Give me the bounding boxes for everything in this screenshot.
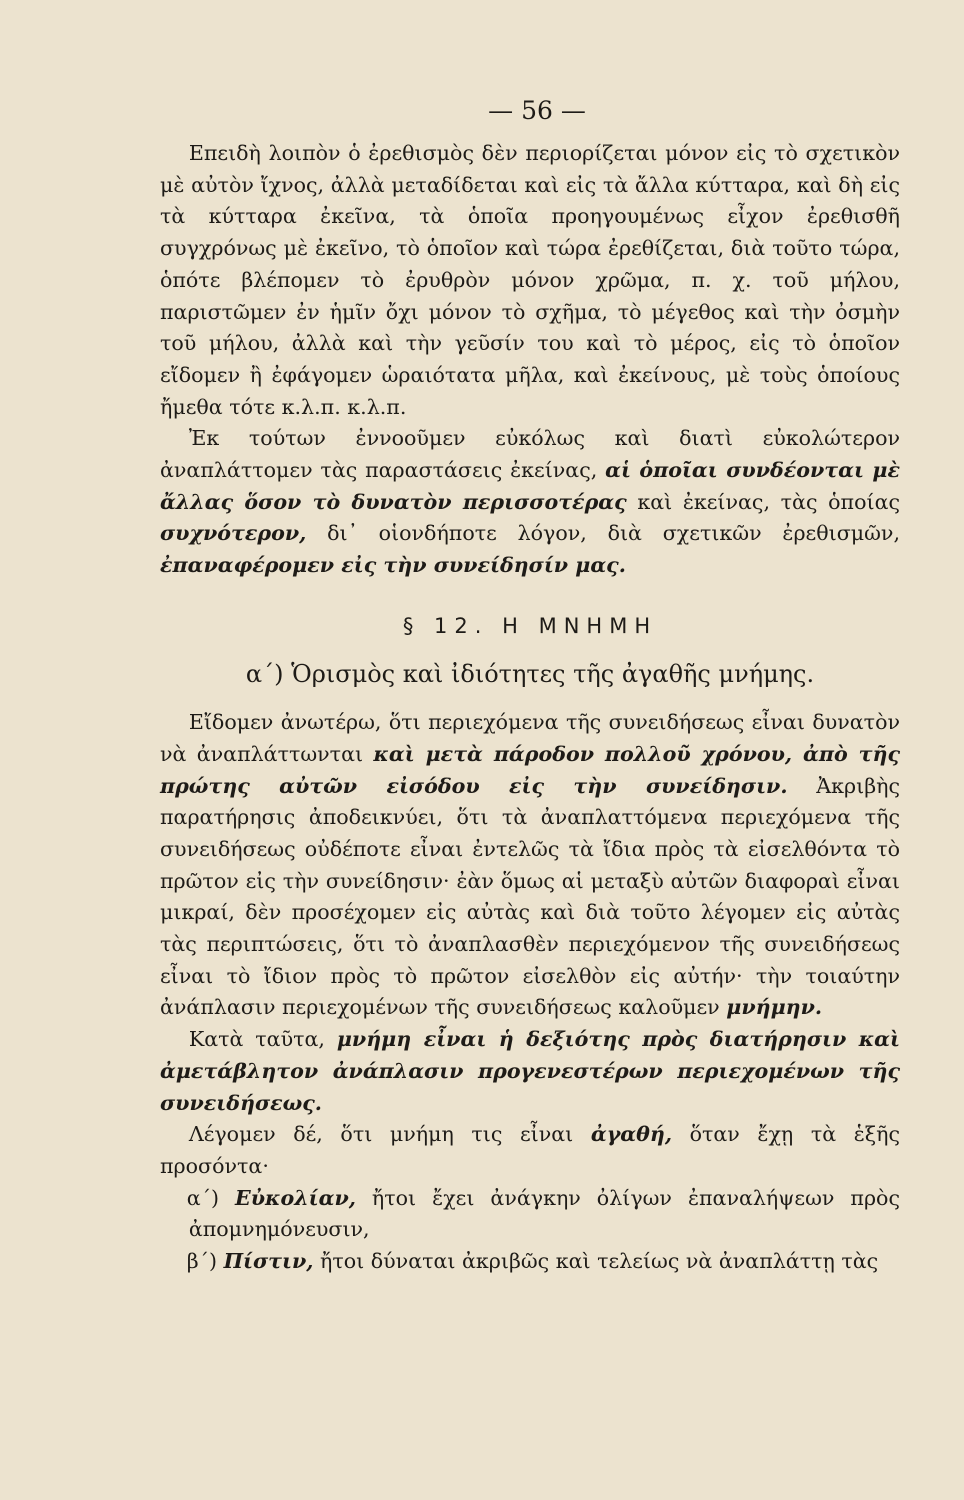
page-number: — 56 — (488, 96, 586, 125)
list-item-a (160, 1183, 900, 1246)
paragraph-1: Επειδὴ λοιπὸν ὁ ἐρεθισμὸς δὲν περιορίζεται μόνον εἰς τὸ σχετικὸν μὲ αὐτὸν ἴχνος, ἀλλὰ μεταδίδεται καὶ εἰς τὰ ἄλλα κύτταρα, καὶ δὴ εἰς τὰ κύτταρα ἐκεῖνα, τὰ ὁποῖα προηγουμένως εἶχον ἐρεθισθῆ συγχρόνως μὲ ἐκεῖνο, τὸ ὁποῖον καὶ τώρα ἐρεθίζεται, διὰ τοῦτο τώρα, ὁπότε βλέπομεν τὸ ἐρυθρὸν μόνον χρῶμα, π. χ. τοῦ μήλου, παριστῶμεν ἐν ἡμῖν ὄχι μόνον τὸ σχῆμα, τὸ μέγεθος καὶ τὴν ὀσμὴν τοῦ μήλου, ἀλλὰ καὶ τὴν γεῦσίν του καὶ τὸ μέρος, εἰς τὸ ὁποῖον εἴδομεν ἢ ἐφάγομεν ὡραιότατα μῆλα, καὶ ἐκείνους, μὲ τοὺς ὁποίους ἤμεθα τότε κ.λ.π. κ.λ.π. (160, 141, 900, 419)
text-run: Ἐκ τούτων ἐννοοῦμεν εὐκόλως καὶ διατὶ εὐκολώτερον ἀναπλάττομεν τὰς παραστάσεις ἐκείνας, (160, 426, 900, 483)
emphasis-run: μνήμη εἶναι ἡ δεξιότης πρὸς διατήρησιν καὶ ἀμετάβλητον ἀνάπλασιν προγενεστέρων περιεχομένων τῆς συνειδήσεως. (160, 1027, 900, 1115)
subheading: α΄) Ὁρισμὸς καὶ ἰδιότητες τῆς ἀγαθῆς μνήμης. (245, 660, 815, 689)
paragraph-5 (160, 1119, 900, 1182)
text-run: ὅταν ἔχῃ τὰ ἑξῆς προσόντα· (160, 1122, 900, 1178)
text-run: Κατὰ ταῦτα, (188, 1027, 337, 1052)
text-run: δι᾽ οἱονδήποτε λόγον, διὰ σχετικῶν ἐρεθισμῶν, (306, 521, 900, 546)
emphasis-run: ἀγαθή, (590, 1122, 673, 1147)
text-run: Ἀκριβὴς παρατήρησις ἀποδεικνύει, ὅτι τὰ ἀναπλαττόμενα περιεχόμενα τῆς συνειδήσεως οὐδέποτε εἶναι ἐντελῶς τὰ ἴδια πρὸς τὰ εἰσελθόντα τὸ πρῶτον εἰς τὴν συνείδησιν· ἐὰν ὅμως αἱ μεταξὺ αὐτῶν διαφοραὶ εἶναι μικραί, δὲν προσέχομεν εἰς αὐτὰς καὶ διὰ τοῦτο λέγομεν εἰς αὐτὰς τὰς περιπτώσεις, ὅτι τὸ ἀναπλασθὲν περιεχόμενον τῆς συνειδήσεως εἶναι τὸ ἴδιον πρὸς τὸ πρῶτον εἰσελθὸν εἰς αὐτήν· τὴν τοιαύτην ἀνάπλασιν περιεχομένων τῆς συνειδήσεως καλοῦμεν (160, 773, 900, 1020)
item-label: α΄) (186, 1185, 220, 1210)
section-heading: § 12. Η ΜΝΗΜΗ (402, 613, 658, 638)
emphasis-run: ἐπαναφέρομεν εἰς τὴν συνείδησίν μας. (160, 553, 626, 578)
text-run: Λέγομεν δέ, ὅτι μνήμη τις εἶναι (188, 1122, 591, 1147)
emphasis-run: καὶ μετὰ πάροδον πολλοῦ χρόνου, ἀπὸ τῆς πρώτης αὐτῶν εἰσόδου εἰς τὴν συνείδησιν. (160, 741, 901, 798)
emphasis-run: αἱ ὁποῖαι συνδέονται μὲ ἄλλας ὅσον τὸ δυνατὸν περισσοτέρας (160, 458, 900, 514)
text-run: ἤτοι δύναται ἀκριβῶς καὶ τελείως νὰ ἀναπλάττῃ τὰς (313, 1249, 879, 1274)
emphasis-run: Πίστιν, (223, 1249, 314, 1274)
text-run: καὶ ἐκείνας, τὰς ὁποίας (626, 489, 901, 514)
page-body (160, 138, 900, 1278)
paragraph-2 (160, 423, 900, 582)
text-run: Εἴδομεν ἀνωτέρω, ὅτι περιεχόμενα τῆς συνειδήσεως εἶναι δυνατὸν νὰ ἀναπλάττωνται (160, 710, 900, 766)
emphasis-run: μνήμην. (726, 995, 823, 1020)
emphasis-run: Εὐκολίαν, (235, 1185, 356, 1210)
list-item-b (160, 1246, 900, 1278)
text-run: ἤτοι ἔχει ἀνάγκην ὀλίγων ἐπαναλήψεων πρὸς ἀπομνημόνευσιν, (188, 1185, 900, 1242)
paragraph-4 (160, 1024, 900, 1119)
emphasis-run: συχνότερον, (160, 521, 307, 546)
item-label: β΄) (186, 1249, 218, 1274)
paragraph-3 (160, 707, 900, 1024)
